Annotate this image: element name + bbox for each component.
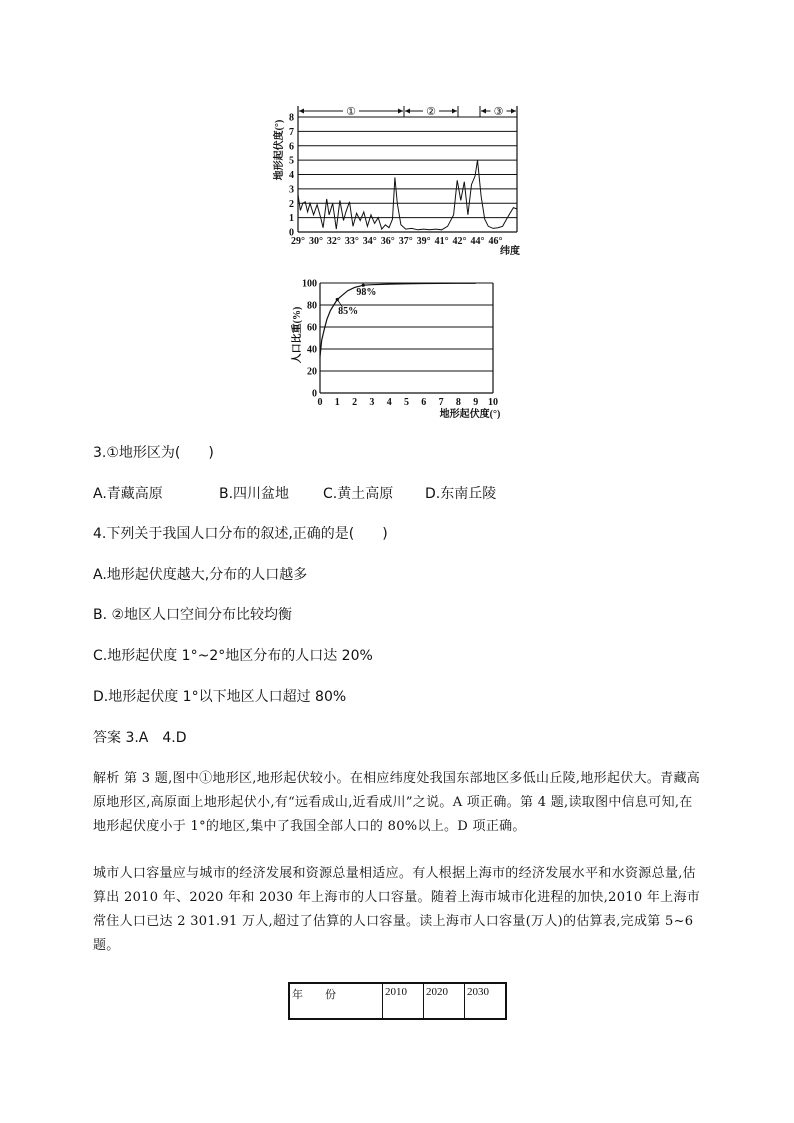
q4-option-b[interactable]: B. ②地区人口空间分布比较均衡 xyxy=(93,607,293,623)
region-arrowhead xyxy=(299,109,304,114)
y-axis-label: 人口比重(%) xyxy=(292,306,303,364)
analysis-paragraph: 解析 第 3 题,图中①地形区,地形起伏较小。在相应纬度处我国东部地区多低山丘陵,地形起伏大。青藏高原地形区,高原面上地形起伏小,有“远看成山,近看成川”之说。A 项正确。第 4 题,读取图中信息可知,在地形起伏度小于 1°的地区,集中了我国全部人口的 80%以上。D 项正确。 xyxy=(93,771,701,834)
x-tick-label: 4 xyxy=(386,397,392,408)
x-tick-label: 46° xyxy=(488,236,503,247)
table-cell-2020: 2020 xyxy=(424,983,465,1019)
question-3-options xyxy=(93,483,713,503)
region-label: ① xyxy=(346,106,356,118)
y-tick-label: 6 xyxy=(289,141,294,153)
x-tick-label: 2 xyxy=(352,397,358,408)
region-arrowhead xyxy=(398,109,403,114)
y-tick-label: 0 xyxy=(289,227,294,239)
y-tick-label: 100 xyxy=(302,278,317,290)
x-tick-label: 42° xyxy=(452,236,467,247)
y-tick-label: 80 xyxy=(307,300,317,312)
region-arrowhead xyxy=(511,109,516,114)
population-capacity-table xyxy=(288,982,507,1020)
y-axis-label: 地形起伏度(°) xyxy=(274,119,285,181)
q3-option-a[interactable]: A.青藏高原 xyxy=(93,486,163,502)
population-share-relief-chart xyxy=(290,275,520,425)
x-tick-label: 32° xyxy=(326,236,341,247)
table-cell-year: 年 份 xyxy=(289,983,383,1019)
x-tick-label: 0 xyxy=(317,397,323,408)
x-tick-label: 44° xyxy=(470,236,485,247)
region-label: ② xyxy=(426,106,436,118)
q4-option-d[interactable]: D.地形起伏度 1°以下地区人口超过 80% xyxy=(93,689,347,705)
region-arrowhead xyxy=(405,109,410,114)
x-tick-label: 5 xyxy=(404,397,409,408)
x-tick-label: 41° xyxy=(434,236,449,247)
y-tick-label: 2 xyxy=(289,198,294,210)
region-arrowhead xyxy=(452,109,457,114)
y-tick-label: 7 xyxy=(289,126,294,138)
x-tick-label: 37° xyxy=(398,236,413,247)
terrain-relief-latitude-chart xyxy=(268,100,528,260)
q3-option-d[interactable]: D.东南丘陵 xyxy=(425,486,497,502)
x-tick-label: 30° xyxy=(308,236,323,247)
x-tick-label: 7 xyxy=(438,397,444,408)
x-tick-label: 34° xyxy=(362,236,377,247)
y-tick-label: 0 xyxy=(312,388,317,400)
x-tick-label: 8 xyxy=(455,397,461,408)
answer-line: 答案 3.A 4.D xyxy=(93,730,187,746)
annotation-label: 85% xyxy=(338,305,359,317)
intro-paragraph: 城市人口容量应与城市的经济发展和资源总量相适应。有人根据上海市的经济发展水平和水资源总量,估算出 2010 年、2020 年和 2030 年上海市的人口容量。随着上海市城市化进程的加快,2010 年上海市常住人口已达 2 301.91 万人,超过了估算的人口容量。读上海市人口容量(万人)的估算表,完成第 5~6 题。 xyxy=(93,866,701,953)
x-axis-label: 地形起伏度(°) xyxy=(439,409,501,420)
x-tick-label: 39° xyxy=(416,236,431,247)
x-tick-label: 3 xyxy=(369,397,375,408)
x-tick-label: 1 xyxy=(334,397,340,408)
y-tick-label: 5 xyxy=(289,155,294,167)
x-tick-label: 6 xyxy=(421,397,427,408)
question-3-stem: 3.①地形区为( ) xyxy=(93,445,214,461)
q4-option-c[interactable]: C.地形起伏度 1°~2°地区分布的人口达 20% xyxy=(93,648,373,664)
x-tick-label: 29° xyxy=(291,236,305,247)
q4-option-a[interactable]: A.地形起伏度越大,分布的人口越多 xyxy=(93,567,308,583)
series-line xyxy=(298,160,517,230)
y-tick-label: 40 xyxy=(307,344,317,356)
q3-option-c[interactable]: C.黄土高原 xyxy=(323,486,394,502)
x-tick-label: 10 xyxy=(488,397,498,408)
x-axis-label: 纬度 xyxy=(500,246,520,257)
y-tick-label: 20 xyxy=(307,366,317,378)
region-label: ③ xyxy=(493,106,504,118)
x-tick-label: 9 xyxy=(473,397,479,408)
y-tick-label: 1 xyxy=(289,213,294,225)
table-cell-2010: 2010 xyxy=(383,983,424,1019)
question-4-stem: 4.下列关于我国人口分布的叙述,正确的是( ) xyxy=(93,526,388,542)
x-tick-label: 33° xyxy=(344,236,359,247)
q3-option-b[interactable]: B.四川盆地 xyxy=(219,486,290,502)
table-cell-2030: 2030 xyxy=(465,983,507,1019)
table-header-row xyxy=(289,983,506,1019)
series-line xyxy=(320,283,476,356)
annotation-label: 98% xyxy=(356,287,377,299)
y-tick-label: 8 xyxy=(289,112,294,124)
y-tick-label: 4 xyxy=(289,170,294,181)
y-tick-label: 60 xyxy=(307,322,317,334)
y-tick-label: 3 xyxy=(289,184,294,196)
x-tick-label: 36° xyxy=(380,236,395,247)
region-arrowhead xyxy=(481,109,486,114)
